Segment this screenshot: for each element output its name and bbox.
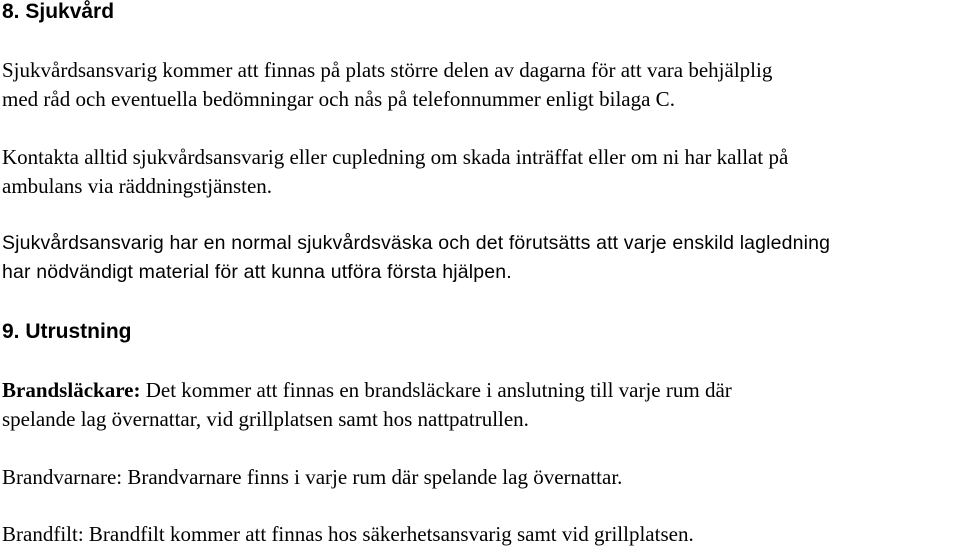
paragraph-line: har nödvändigt material för att kunna utföra första hjälpen. [2, 261, 512, 283]
section-9-heading: 9. Utrustning [2, 320, 132, 343]
paragraph-line: Kontakta alltid sjukvårdsansvarig eller cupledning om skada inträffat eller om ni har kallat på [2, 145, 789, 169]
paragraph-line: med råd och eventuella bedömningar och nås på telefonnummer enligt bilaga C. [2, 87, 675, 111]
brandslackare-text: Det kommer att finnas en brandsläckare i anslutning till varje rum där [140, 378, 732, 402]
section-8-paragraph-1 [2, 56, 772, 114]
section-8-heading: 8. Sjukvård [2, 0, 115, 23]
section-8-paragraph-3 [2, 229, 830, 287]
paragraph-line [2, 376, 732, 405]
section-8-paragraph-2 [2, 143, 788, 201]
paragraph-line: ambulans via räddningstjänsten. [2, 174, 273, 198]
paragraph-line: spelande lag övernattar, vid grillplatsen samt hos nattpatrullen. [2, 407, 529, 431]
paragraph-line: Sjukvårdsansvarig har en normal sjukvårdsväska och det förutsätts att varje enskild lagledning [2, 232, 831, 254]
brandslackare-label: Brandsläckare: [2, 378, 141, 402]
brandslackare-paragraph [2, 376, 732, 434]
paragraph-line: Sjukvårdsansvarig kommer att finnas på plats större delen av dagarna för att vara behjälplig [2, 58, 773, 82]
brandvarnare-paragraph: Brandvarnare: Brandvarnare finns i varje rum där spelande lag övernattar. [2, 465, 623, 489]
brandfilt-paragraph: Brandfilt: Brandfilt kommer att finnas hos säkerhetsansvarig samt vid grillplatsen. [2, 522, 694, 546]
